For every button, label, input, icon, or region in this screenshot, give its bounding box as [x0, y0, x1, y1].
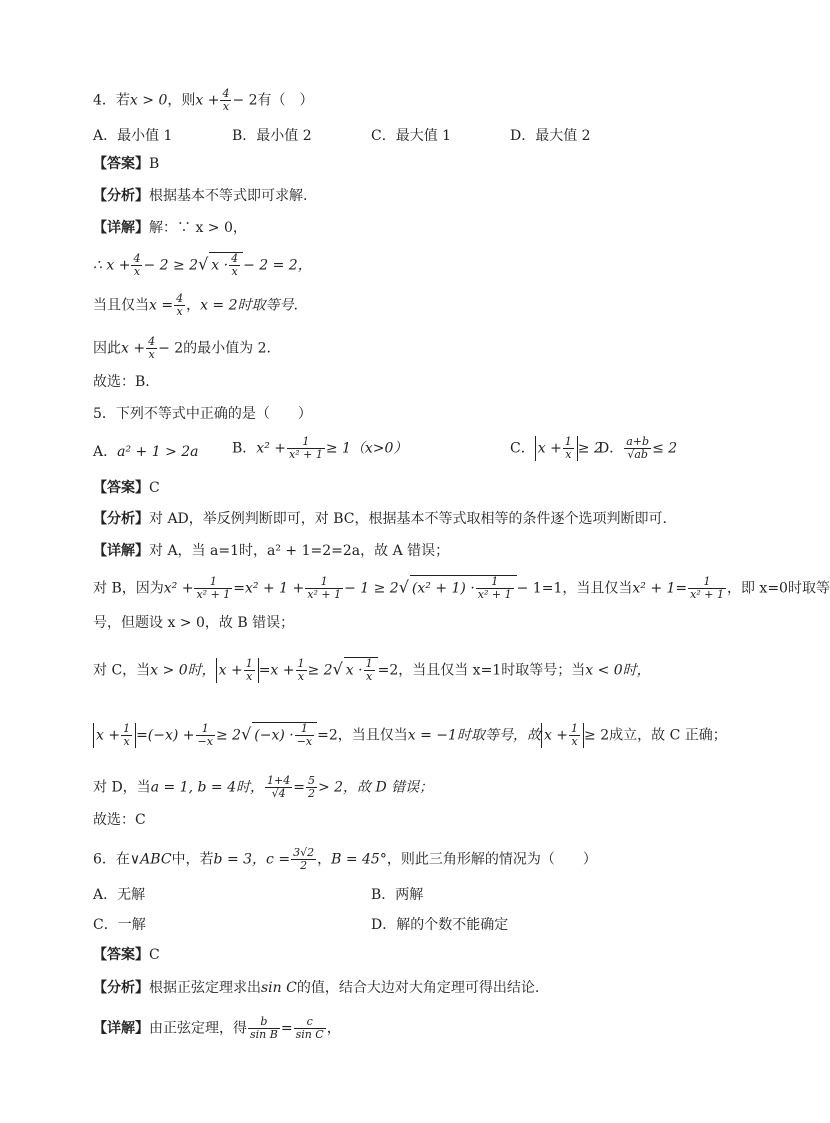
q4-expr-a: x + [195, 92, 220, 109]
q5-detail-3: 号，但题设 x > 0，故 B 错误； [93, 615, 295, 631]
q4-stem [93, 88, 734, 113]
q5-answer-value: C [149, 480, 160, 496]
q6-option-c: C．一解 [93, 917, 146, 933]
q4-option-d: D．最大值 2 [510, 128, 591, 144]
q5-answer: 【答案】C [93, 480, 160, 496]
q4-detail-5: 故选：B. [93, 374, 150, 390]
q5-detail-4: 对 C，当x > 0时， x + $\frac{1}{x}$ =x + $\frac{1}{x}$ ≥ 2√ x · $\frac{1}{x}$ =2，当且仅当 x=1时取等号；当x < 0时， [93, 657, 651, 683]
q6-option-d: D．解的个数不能确定 [371, 917, 509, 933]
q4-detail-2: ∴ x + $\frac{4}{x}$ − 2 ≥ 2√ x · $\frac{4}{x}$ − 2 = 2， [93, 252, 312, 278]
q5-option-a: A．a² + 1 > 2a [93, 444, 199, 460]
q4-option-a: A．最小值 1 [93, 128, 173, 144]
q4-detail-1: 【详解】解：∵ x > 0， [93, 220, 247, 236]
q4-answer-value: B [149, 156, 160, 172]
q4-stem-mid: ，则 [167, 92, 196, 109]
q5-stem: 5．下列不等式中正确的是（ ） [93, 406, 312, 422]
q6-answer: 【答案】C [93, 947, 160, 963]
q5-option-b: B．x² + $\frac{1}{\text{x² + 1}}$ ≥ 1（x>0） [232, 435, 408, 461]
q4-detail-3: 当且仅当x = $\frac{4}{x}$ ，x = 2时取等号. [93, 292, 298, 318]
q5-detail-7: 故选：C [93, 812, 146, 828]
q5-detail-1: 【详解】对 A，当 a=1时，a² + 1=2=2a，故 A 错误； [93, 543, 450, 559]
q6-stem: 6．在∨ABC中，若b = 3，c = $\frac{3√2}{2}$ ，B = 45°，则此三角形解的情况为（ ） [93, 846, 597, 872]
q6-option-a: A．无解 [93, 887, 146, 903]
q5-option-c: C． x + $\frac{1}{x}$ ≥ 2 [510, 435, 603, 461]
q5-option-d: D． $\frac{a+b}{√ab}$ ≤ 2 [598, 435, 678, 461]
q4-fraction: $\frac{4}{x}$ [222, 87, 230, 113]
q5-detail-6: 对 D，当a = 1, b = 4时， $\frac{1+4}{√4}$ = $\frac{5}{2}$ > 2，故 D 错误； [93, 774, 434, 800]
q4-option-b: B．最小值 2 [232, 128, 312, 144]
q5-analysis: 【分析】对 AD，举反例判断即可，对 BC，根据基本不等式取相等的条件逐个选项判断即可. [93, 511, 667, 527]
q4-analysis: 【分析】根据基本不等式即可求解. [93, 188, 308, 204]
q6-analysis: 【分析】根据正弦定理求出sin C的值，结合大边对大角定理可得出结论. [93, 980, 540, 996]
q5-detail-5: x + $\frac{1}{x}$ =(−x) + $\frac{1}{-x}$ ≥ 2√ (−x) · $\frac{1}{-x}$ =2，当且仅当x = −1时取等号，故 x + $\frac{1}{x}$ ≥ 2成立，故 C 正确； [93, 722, 734, 748]
q4-detail-4: 因此x + $\frac{4}{x}$ − 2的最小值为 2. [93, 335, 271, 361]
q4-condition: x > 0 [129, 92, 168, 109]
q4-stem-prefix: 4．若 [93, 92, 130, 109]
q4-answer: 【答案】B [93, 156, 160, 172]
q6-option-b: B．两解 [371, 887, 424, 903]
q6-answer-value: C [149, 947, 160, 963]
q5-detail-2: 对 B，因为x² + $\frac{1}{\text{x² + 1}}$ =x² + 1 + $\frac{1}{\text{x² + 1}}$ − 1 ≥ 2√ (x² + 1) · $\frac{1}{\text{x² + 1}}$ − 1=1，当且仅当x² + 1= $\frac{1}{\text{x² + 1}}$ ，即 x=0时取等 [93, 575, 830, 601]
q4-option-c: C．最大值 1 [371, 128, 452, 144]
q4-expr-b: − 2有（ ） [232, 92, 314, 109]
q6-detail: 【详解】由正弦定理，得 $\frac{b}{\text{sin B}}$ = $\frac{c}{\text{sin C}}$ ， [93, 1015, 341, 1041]
